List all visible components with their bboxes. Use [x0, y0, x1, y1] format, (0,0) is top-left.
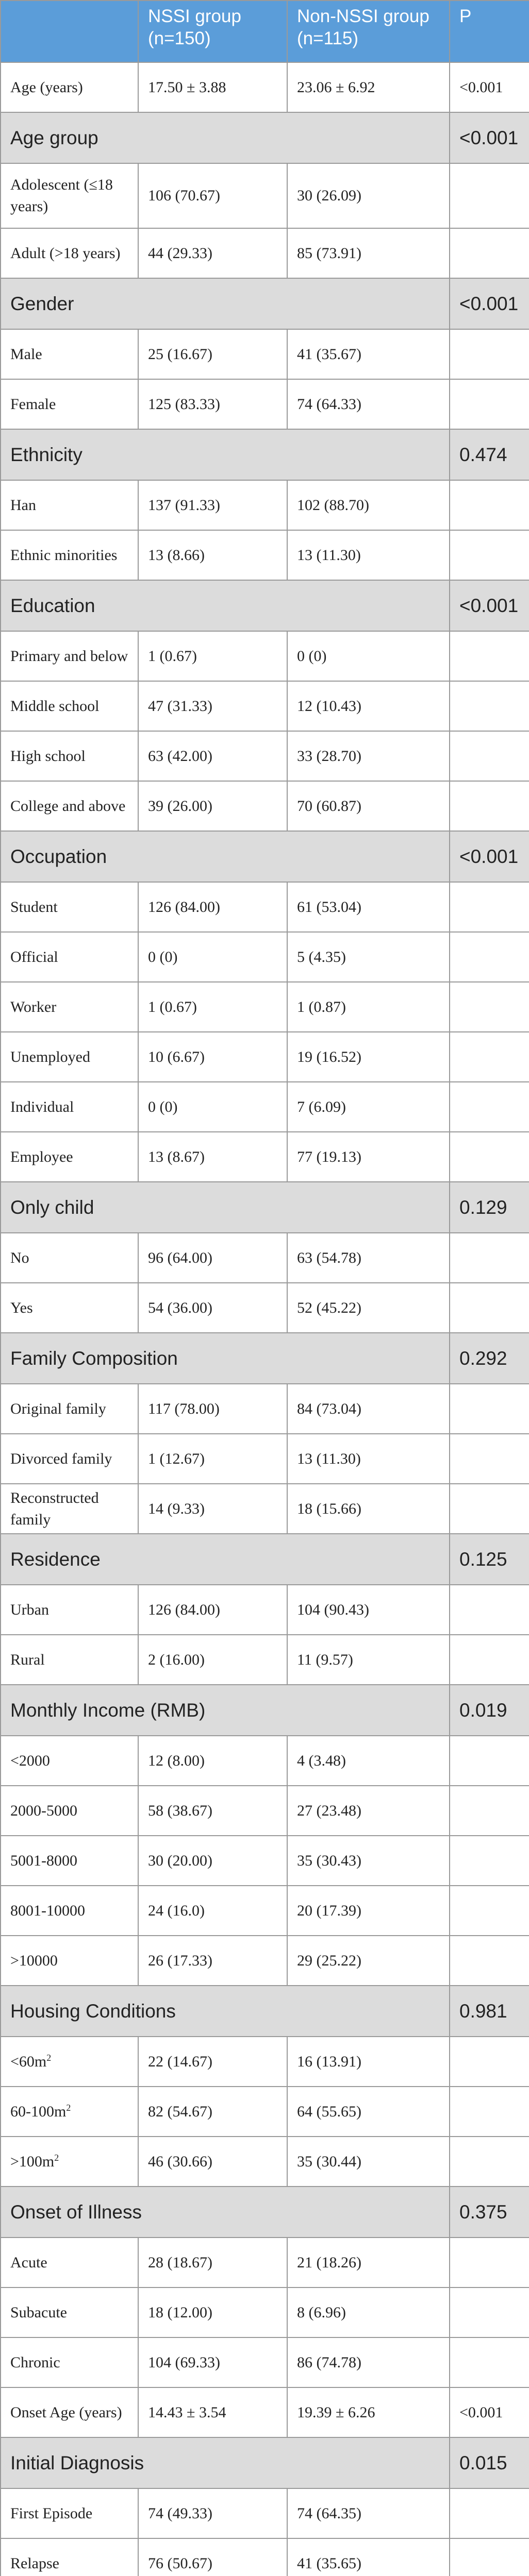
nssi-value: 13 (8.67): [138, 1132, 287, 1182]
non-nssi-value: 84 (73.04): [287, 1384, 450, 1434]
p-value: [450, 2137, 529, 2187]
p-value: [450, 1836, 529, 1886]
non-nssi-value: 7 (6.09): [287, 1082, 450, 1132]
nssi-value: 12 (8.00): [138, 1736, 287, 1786]
non-nssi-value: 11 (9.57): [287, 1635, 450, 1685]
nssi-value: 117 (78.00): [138, 1384, 287, 1434]
non-nssi-value: 35 (30.44): [287, 2137, 450, 2187]
row-label: [1, 681, 138, 731]
p-value: [450, 2037, 529, 2087]
non-nssi-value: 102 (88.70): [287, 480, 450, 530]
row-label-text: Yes: [10, 1299, 33, 1316]
p-value: [450, 982, 529, 1032]
row-label: [1, 1736, 138, 1786]
row-label: [1, 1635, 138, 1685]
section-label: Age group: [1, 112, 450, 163]
section-label: Onset of Illness: [1, 2187, 450, 2238]
row-label-text: Rural: [10, 1651, 45, 1668]
non-nssi-value: 16 (13.91): [287, 2037, 450, 2087]
row-label: [1, 1585, 138, 1635]
p-value: [450, 1484, 529, 1534]
table-row: [1, 781, 529, 831]
p-value: [450, 329, 529, 379]
p-value: [450, 932, 529, 982]
table-row: [1, 1836, 529, 1886]
unit-superscript: 2: [46, 2052, 52, 2063]
section-label: Monthly Income (RMB): [1, 1685, 450, 1736]
p-value: [450, 1635, 529, 1685]
nssi-value: 22 (14.67): [138, 2037, 287, 2087]
header-cell-variable: [1, 1, 138, 62]
table-body: [1, 1, 529, 2576]
header-cell-nssi: NSSI group (n=150): [138, 1, 287, 62]
non-nssi-value: 5 (4.35): [287, 932, 450, 982]
non-nssi-value: 19.39 ± 6.26: [287, 2387, 450, 2437]
p-value: <0.001: [450, 2387, 529, 2437]
row-label: [1, 2238, 138, 2287]
row-label-text: First Episode: [10, 2504, 93, 2522]
nssi-value: 26 (17.33): [138, 1936, 287, 1986]
section-p-value: 0.125: [450, 1534, 529, 1585]
section-p-value: <0.001: [450, 112, 529, 163]
non-nssi-value: 4 (3.48): [287, 1736, 450, 1786]
non-nssi-value: 35 (30.43): [287, 1836, 450, 1886]
row-label: [1, 781, 138, 831]
p-value: [450, 731, 529, 781]
nssi-value: 1 (0.67): [138, 631, 287, 681]
p-value: [450, 1233, 529, 1283]
section-label: Initial Diagnosis: [1, 2437, 450, 2488]
non-nssi-value: 20 (17.39): [287, 1886, 450, 1936]
nssi-value: 28 (18.67): [138, 2238, 287, 2287]
p-value: [450, 2087, 529, 2137]
row-label-text: Chronic: [10, 2353, 60, 2371]
row-label-text: College and above: [10, 797, 126, 815]
section-label: Occupation: [1, 831, 450, 882]
row-label-text: Male: [10, 345, 42, 363]
non-nssi-value: 77 (19.13): [287, 1132, 450, 1182]
p-value: [450, 2538, 529, 2576]
table-row: [1, 1736, 529, 1786]
section-row: [1, 831, 529, 882]
row-label: [1, 2137, 138, 2187]
p-value: [450, 530, 529, 580]
table-row: [1, 1233, 529, 1283]
nssi-value: 25 (16.67): [138, 329, 287, 379]
row-label: [1, 1032, 138, 1082]
section-p-value: 0.292: [450, 1333, 529, 1384]
p-value: [450, 1434, 529, 1484]
p-value: [450, 1786, 529, 1836]
row-label: [1, 62, 138, 112]
non-nssi-value: 74 (64.35): [287, 2488, 450, 2538]
nssi-value: 125 (83.33): [138, 379, 287, 429]
non-nssi-value: 63 (54.78): [287, 1233, 450, 1283]
row-label-text: 8001-10000: [10, 1902, 85, 1919]
row-label: [1, 932, 138, 982]
nssi-value: 46 (30.66): [138, 2137, 287, 2187]
section-label: Ethnicity: [1, 429, 450, 480]
section-row: [1, 2437, 529, 2488]
p-value: [450, 163, 529, 228]
table-row: [1, 1635, 529, 1685]
table-row: [1, 631, 529, 681]
table-row: [1, 1032, 529, 1082]
table-row: [1, 882, 529, 932]
section-p-value: <0.001: [450, 580, 529, 631]
row-label-text: <2000: [10, 1752, 50, 1769]
nssi-value: 13 (8.66): [138, 530, 287, 580]
nssi-value: 126 (84.00): [138, 1585, 287, 1635]
row-label-text: 60-100m: [10, 2103, 67, 2120]
non-nssi-value: 41 (35.65): [287, 2538, 450, 2576]
non-nssi-value: 21 (18.26): [287, 2238, 450, 2287]
nssi-value: 1 (12.67): [138, 1434, 287, 1484]
nssi-value: 2 (16.00): [138, 1635, 287, 1685]
non-nssi-value: 12 (10.43): [287, 681, 450, 731]
row-label-text: Onset Age (years): [10, 2403, 122, 2421]
row-label: [1, 1132, 138, 1182]
row-label-text: Employee: [10, 1148, 73, 1165]
section-p-value: 0.474: [450, 429, 529, 480]
row-label: [1, 2337, 138, 2387]
table-row: [1, 163, 529, 228]
header-cell-p: P: [450, 1, 529, 62]
table-row: [1, 1886, 529, 1936]
non-nssi-value: 70 (60.87): [287, 781, 450, 831]
nssi-value: 104 (69.33): [138, 2337, 287, 2387]
nssi-value: 137 (91.33): [138, 480, 287, 530]
p-value: [450, 2238, 529, 2287]
section-row: [1, 1986, 529, 2037]
row-label: [1, 982, 138, 1032]
nssi-value: 0 (0): [138, 932, 287, 982]
row-label: [1, 1082, 138, 1132]
non-nssi-value: 86 (74.78): [287, 2337, 450, 2387]
section-p-value: 0.375: [450, 2187, 529, 2238]
row-label-text: Acute: [10, 2253, 47, 2271]
row-label-text: 5001-8000: [10, 1852, 77, 1869]
table-row: [1, 2337, 529, 2387]
table-row: [1, 1384, 529, 1434]
header-cell-non-nssi: Non-NSSI group (n=115): [287, 1, 450, 62]
table-row: [1, 1484, 529, 1534]
p-value: [450, 1585, 529, 1635]
section-p-value: 0.129: [450, 1182, 529, 1233]
table-row: [1, 1936, 529, 1986]
section-row: [1, 580, 529, 631]
row-label: [1, 2037, 138, 2087]
non-nssi-value: 41 (35.67): [287, 329, 450, 379]
table-row: [1, 530, 529, 580]
row-label: [1, 480, 138, 530]
row-label: [1, 530, 138, 580]
nssi-value: 126 (84.00): [138, 882, 287, 932]
row-label-text: >10000: [10, 1952, 58, 1969]
p-value: [450, 480, 529, 530]
table-row: [1, 379, 529, 429]
row-label-text: Individual: [10, 1098, 74, 1115]
row-label-text: Adolescent (≤18 years): [10, 176, 113, 215]
nssi-value: 54 (36.00): [138, 1283, 287, 1333]
table-row: [1, 480, 529, 530]
row-label-text: Relapse: [10, 2554, 59, 2572]
nssi-value: 10 (6.67): [138, 1032, 287, 1082]
nssi-value: 58 (38.67): [138, 1786, 287, 1836]
table-row: [1, 2387, 529, 2437]
nssi-value: 24 (16.0): [138, 1886, 287, 1936]
row-label: [1, 1836, 138, 1886]
row-label: [1, 631, 138, 681]
non-nssi-value: 29 (25.22): [287, 1936, 450, 1986]
section-row: [1, 2187, 529, 2238]
row-label-text: Middle school: [10, 697, 100, 715]
row-label-text: Official: [10, 948, 58, 965]
non-nssi-value: 0 (0): [287, 631, 450, 681]
row-label-text: High school: [10, 747, 86, 765]
row-label: [1, 1283, 138, 1333]
table-row: [1, 1283, 529, 1333]
table-row: [1, 1786, 529, 1836]
row-label-text: Original family: [10, 1400, 106, 1417]
section-row: [1, 112, 529, 163]
p-value: [450, 1082, 529, 1132]
section-label: Gender: [1, 278, 450, 329]
row-label: [1, 329, 138, 379]
row-label: [1, 731, 138, 781]
row-label: [1, 2538, 138, 2576]
section-p-value: <0.001: [450, 831, 529, 882]
nssi-value: 74 (49.33): [138, 2488, 287, 2538]
section-label: Residence: [1, 1534, 450, 1585]
p-value: [450, 1936, 529, 1986]
table-row: [1, 1434, 529, 1484]
nssi-value: 76 (50.67): [138, 2538, 287, 2576]
nssi-value: 1 (0.67): [138, 982, 287, 1032]
row-label-text: Unemployed: [10, 1048, 90, 1065]
section-row: [1, 1685, 529, 1736]
row-label-text: Reconstructed family: [10, 1489, 99, 1528]
unit-superscript: 2: [54, 2152, 59, 2163]
non-nssi-value: 52 (45.22): [287, 1283, 450, 1333]
nssi-value: 39 (26.00): [138, 781, 287, 831]
non-nssi-value: 104 (90.43): [287, 1585, 450, 1635]
row-label: [1, 1484, 138, 1534]
section-p-value: 0.019: [450, 1685, 529, 1736]
row-label: [1, 1233, 138, 1283]
row-label-text: 2000-5000: [10, 1802, 77, 1819]
row-label: [1, 2287, 138, 2337]
row-label: [1, 163, 138, 228]
p-value: [450, 1283, 529, 1333]
table-row: [1, 2287, 529, 2337]
p-value: [450, 882, 529, 932]
row-label: [1, 379, 138, 429]
section-label: Only child: [1, 1182, 450, 1233]
p-value: [450, 681, 529, 731]
non-nssi-value: 13 (11.30): [287, 1434, 450, 1484]
nssi-value: 14 (9.33): [138, 1484, 287, 1534]
nssi-value: 18 (12.00): [138, 2287, 287, 2337]
row-label-text: Subacute: [10, 2303, 67, 2321]
table-row: [1, 982, 529, 1032]
section-p-value: 0.015: [450, 2437, 529, 2488]
row-label-text: Han: [10, 496, 36, 514]
non-nssi-value: 23.06 ± 6.92: [287, 62, 450, 112]
row-label-text: <60m: [10, 2053, 47, 2070]
table-row: [1, 228, 529, 278]
row-label: [1, 2488, 138, 2538]
nssi-value: 14.43 ± 3.54: [138, 2387, 287, 2437]
nssi-value: 63 (42.00): [138, 731, 287, 781]
section-row: [1, 1333, 529, 1384]
p-value: [450, 1384, 529, 1434]
nssi-value: 17.50 ± 3.88: [138, 62, 287, 112]
section-row: [1, 1534, 529, 1585]
row-label-text: Age (years): [10, 78, 83, 96]
non-nssi-value: 27 (23.48): [287, 1786, 450, 1836]
section-row: [1, 278, 529, 329]
p-value: [450, 1886, 529, 1936]
table-row: [1, 2087, 529, 2137]
row-label-text: Primary and below: [10, 647, 128, 665]
non-nssi-value: 1 (0.87): [287, 982, 450, 1032]
p-value: [450, 2287, 529, 2337]
row-label-text: No: [10, 1249, 29, 1266]
row-label: [1, 1434, 138, 1484]
section-label: Family Composition: [1, 1333, 450, 1384]
nssi-value: 106 (70.67): [138, 163, 287, 228]
row-label-text: Worker: [10, 998, 57, 1015]
non-nssi-value: 30 (26.09): [287, 163, 450, 228]
p-value: <0.001: [450, 62, 529, 112]
p-value: [450, 2337, 529, 2387]
nssi-value: 82 (54.67): [138, 2087, 287, 2137]
table-row: [1, 329, 529, 379]
non-nssi-value: 8 (6.96): [287, 2287, 450, 2337]
section-p-value: 0.981: [450, 1986, 529, 2037]
p-value: [450, 1032, 529, 1082]
nssi-value: 47 (31.33): [138, 681, 287, 731]
non-nssi-value: 13 (11.30): [287, 530, 450, 580]
non-nssi-value: 61 (53.04): [287, 882, 450, 932]
section-p-value: <0.001: [450, 278, 529, 329]
non-nssi-value: 85 (73.91): [287, 228, 450, 278]
header-row: [1, 1, 529, 62]
p-value: [450, 1132, 529, 1182]
table-row: [1, 731, 529, 781]
non-nssi-value: 74 (64.33): [287, 379, 450, 429]
non-nssi-value: 18 (15.66): [287, 1484, 450, 1534]
row-label: [1, 882, 138, 932]
non-nssi-value: 64 (55.65): [287, 2087, 450, 2137]
table-row: [1, 2037, 529, 2087]
table-row: [1, 2488, 529, 2538]
table-row: [1, 2238, 529, 2287]
p-value: [450, 631, 529, 681]
p-value: [450, 1736, 529, 1786]
row-label: [1, 228, 138, 278]
row-label-text: Adult (>18 years): [10, 244, 121, 262]
section-label: Housing Conditions: [1, 1986, 450, 2037]
table-row: [1, 1082, 529, 1132]
section-row: [1, 429, 529, 480]
row-label-text: >100m: [10, 2153, 55, 2170]
non-nssi-value: 19 (16.52): [287, 1032, 450, 1082]
row-label-text: Female: [10, 395, 56, 413]
section-label: Education: [1, 580, 450, 631]
row-label-text: Divorced family: [10, 1450, 112, 1467]
row-label: [1, 1936, 138, 1986]
row-label: [1, 1886, 138, 1936]
row-label: [1, 2087, 138, 2137]
table-row: [1, 62, 529, 112]
p-value: [450, 2488, 529, 2538]
unit-superscript: 2: [66, 2102, 71, 2113]
non-nssi-value: 33 (28.70): [287, 731, 450, 781]
row-label-text: Student: [10, 898, 58, 916]
table-row: [1, 681, 529, 731]
nssi-value: 0 (0): [138, 1082, 287, 1132]
p-value: [450, 228, 529, 278]
row-label-text: Urban: [10, 1601, 49, 1618]
table-row: [1, 1585, 529, 1635]
nssi-value: 96 (64.00): [138, 1233, 287, 1283]
row-label: [1, 1786, 138, 1836]
p-value: [450, 781, 529, 831]
p-value: [450, 379, 529, 429]
table-row: [1, 2137, 529, 2187]
section-row: [1, 1182, 529, 1233]
row-label-text: Ethnic minorities: [10, 546, 118, 564]
nssi-value: 44 (29.33): [138, 228, 287, 278]
row-label: [1, 1384, 138, 1434]
nssi-value: 30 (20.00): [138, 1836, 287, 1886]
table-row: [1, 932, 529, 982]
table-row: [1, 2538, 529, 2576]
row-label: [1, 2387, 138, 2437]
table-row: [1, 1132, 529, 1182]
